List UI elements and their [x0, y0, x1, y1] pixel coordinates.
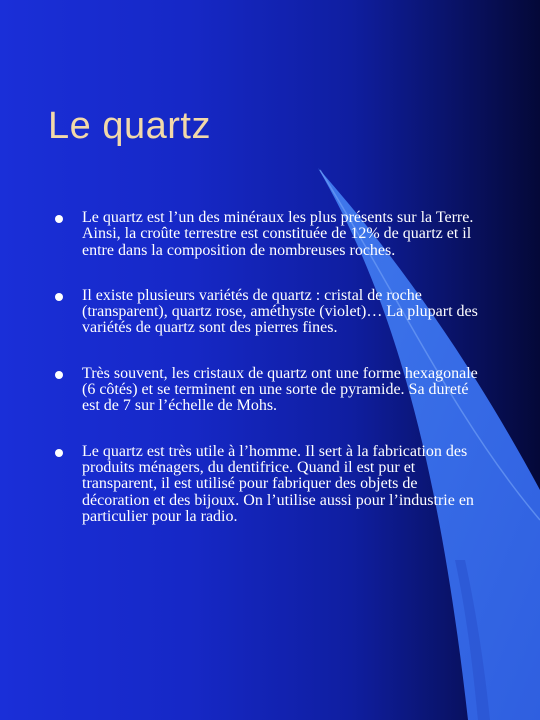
bullet-dot-icon — [55, 371, 63, 379]
bullet-item — [52, 444, 488, 525]
bullet-dot-icon — [55, 293, 63, 301]
bullet-item — [52, 210, 488, 259]
slide-title: Le quartz — [48, 105, 211, 147]
bullet-list — [52, 210, 488, 525]
bullet-text: Très souvent, les cristaux de quartz ont une forme hexagonale (6 côtés) et se terminent en une sorte de pyramide. Sa dureté est de 7 sur l’échelle de Mohs. — [82, 364, 478, 415]
bullet-dot-icon — [55, 215, 63, 223]
bullet-dot-icon — [55, 449, 63, 457]
bullet-text: Le quartz est très utile à l’homme. Il sert à la fabrication des produits ménagers, du dentifrice. Quand il est pur et transparent, il est utilisé pour fabriquer des objets de décoration et des bijoux. On l’utilise aussi pour l’industrie en particulier pour la radio. — [82, 442, 474, 525]
bullet-text: Le quartz est l’un des minéraux les plus présents sur la Terre. Ainsi, la croûte terrestre est constituée de 12% de quartz et il entre dans la composition de nombreuses roches. — [82, 209, 474, 259]
bullet-text: Il existe plusieurs variétés de quartz : cristal de roche (transparent), quartz rose, améthyste (violet)… La plupart des variétés de quartz sont des pierres fines. — [82, 286, 478, 337]
bullet-item — [52, 288, 488, 337]
bullet-item — [52, 366, 488, 415]
